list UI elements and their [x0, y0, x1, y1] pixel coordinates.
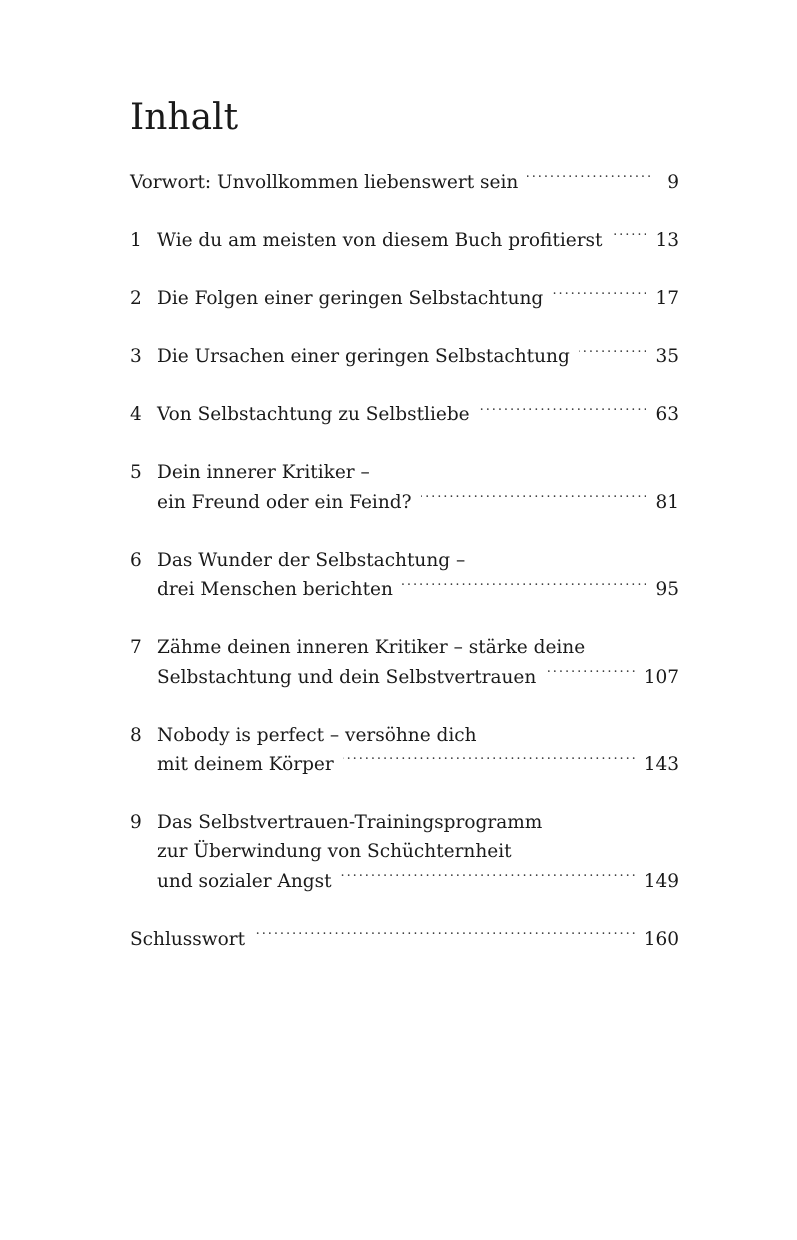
entry-title: Die Folgen einer geringen Selbstachtung	[157, 288, 544, 310]
dot-leader	[552, 286, 646, 305]
dot-leader	[579, 344, 647, 363]
dot-leader	[343, 751, 635, 770]
dot-leader	[341, 868, 635, 887]
toc-entry-chapter-4[interactable]	[130, 400, 679, 429]
entry-title: Von Selbstachtung zu Selbstliebe	[157, 404, 470, 426]
chapter-number: 1	[130, 230, 142, 252]
entry-title: Vorwort: Unvollkommen liebenswert sein	[130, 172, 519, 193]
entry-page-number: 95	[655, 579, 679, 601]
entry-title: Die Ursachen einer geringen Selbstachtung	[157, 346, 570, 368]
entry-page-number: 35	[655, 346, 679, 368]
page-title: Inhalt	[130, 97, 239, 138]
chapter-number: 2	[130, 288, 142, 310]
dot-leader	[545, 664, 634, 683]
toc-entry-chapter-8[interactable]	[130, 721, 679, 780]
toc-entry-schlusswort[interactable]	[130, 925, 679, 954]
entry-title-line-2: mit deinem Körper	[157, 753, 334, 775]
entry-page-number: 81	[655, 491, 679, 513]
entry-title-line-2: zur Überwindung von Schüchternheit	[157, 841, 512, 863]
toc-entry-chapter-1[interactable]	[130, 226, 679, 255]
chapter-number: 8	[130, 724, 142, 746]
toc-entry-chapter-6[interactable]	[130, 546, 679, 605]
entry-page-number: 149	[643, 870, 679, 892]
dot-leader	[421, 489, 647, 508]
entry-title-line-2: drei Menschen berichten	[157, 579, 393, 601]
chapter-number: 9	[130, 812, 142, 834]
entry-page-number: 143	[643, 753, 679, 775]
entry-title: Schlusswort	[130, 928, 246, 950]
toc-entry-vorwort[interactable]	[130, 168, 679, 197]
entry-title-line-1: Das Wunder der Selbstachtung –	[157, 549, 466, 571]
chapter-number: 5	[130, 462, 142, 484]
entry-title-line-1: Nobody is perfect – versöhne dich	[157, 724, 477, 746]
entry-page-number: 13	[655, 230, 679, 252]
entry-title: Wie du am meisten von diesem Buch profitierst	[157, 230, 603, 252]
entry-title-line-1: Dein innerer Kritiker –	[157, 462, 370, 484]
chapter-number: 7	[130, 637, 142, 659]
dot-leader	[402, 577, 647, 596]
dot-leader	[527, 170, 650, 189]
toc-entry-chapter-3[interactable]	[130, 342, 679, 371]
entry-title-line-2: ein Freund oder ein Feind?	[157, 491, 412, 513]
chapter-number: 3	[130, 346, 142, 368]
toc-entry-chapter-7[interactable]	[130, 633, 679, 692]
entry-page-number: 63	[655, 404, 679, 426]
entry-title-line-1: Das Selbstvertrauen-Trainingsprogramm	[157, 812, 543, 834]
entry-page-number: 9	[667, 172, 679, 193]
dot-leader	[611, 228, 646, 247]
table-of-contents-page	[130, 96, 679, 954]
dot-leader	[479, 402, 647, 421]
entry-page-number: 17	[655, 288, 679, 310]
chapter-number: 4	[130, 404, 142, 426]
entry-page-number: 160	[643, 928, 679, 950]
entry-page-number: 107	[643, 666, 679, 688]
toc-entry-chapter-5[interactable]	[130, 458, 679, 517]
chapter-number: 6	[130, 549, 142, 571]
entry-title-line-3: und sozialer Angst	[157, 870, 332, 892]
entry-title-line-2: Selbstachtung und dein Selbstvertrauen	[157, 666, 537, 688]
dot-leader	[254, 926, 635, 945]
toc-entry-chapter-2[interactable]	[130, 284, 679, 313]
entry-title-line-1: Zähme deinen inneren Kritiker – stärke deine	[157, 637, 586, 659]
toc-list	[130, 168, 679, 954]
toc-entry-chapter-9[interactable]	[130, 808, 679, 896]
